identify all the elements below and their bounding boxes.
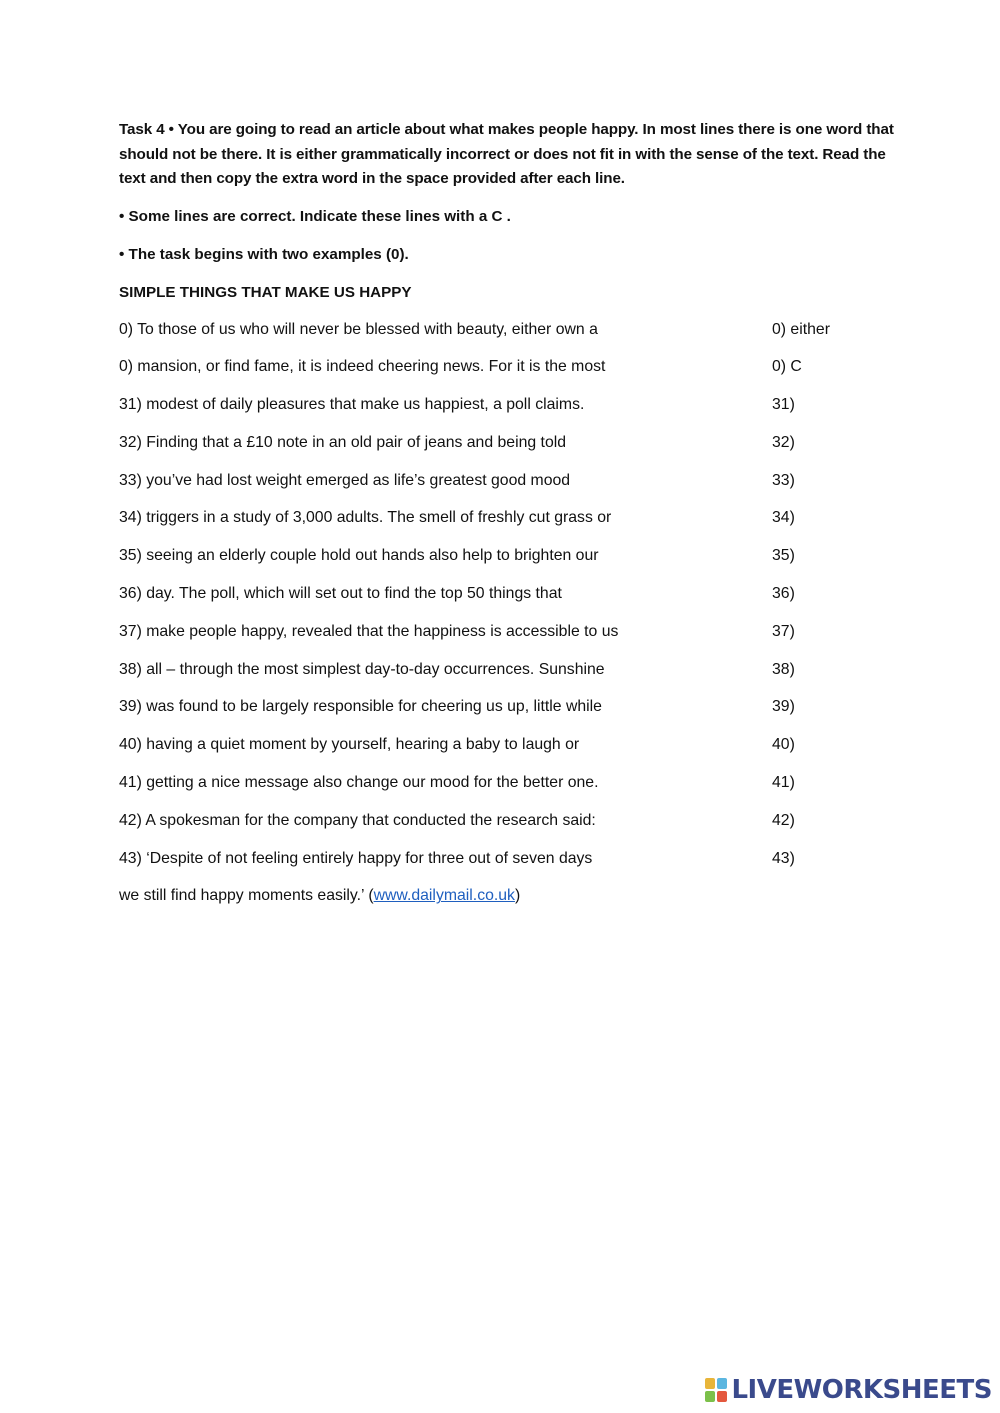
- answer-label[interactable]: 38): [772, 660, 795, 678]
- article-line: [119, 393, 909, 431]
- answer-label[interactable]: 43): [772, 849, 795, 867]
- article-line: [119, 771, 909, 809]
- line-text: 0) To those of us who will never be blessed with beauty, either own a: [119, 320, 598, 338]
- article-line: [119, 809, 909, 847]
- article-line: [119, 733, 909, 771]
- logo-text: LIVEWORKSHEETS: [731, 1375, 992, 1405]
- answer-label[interactable]: 32): [772, 433, 795, 451]
- article-line: [119, 431, 909, 469]
- answer-label: 0) either: [772, 320, 830, 338]
- answer-label[interactable]: 36): [772, 585, 795, 603]
- answer-label[interactable]: 40): [772, 736, 795, 754]
- article-line: [119, 847, 909, 885]
- article-lines: [119, 318, 909, 885]
- answer-label[interactable]: 35): [772, 547, 795, 565]
- article-line: [119, 544, 909, 582]
- article-line: [119, 695, 909, 733]
- line-text: 35) seeing an elderly couple hold out hands also help to brighten our: [119, 547, 599, 565]
- liveworksheets-logo-icon: [705, 1378, 727, 1402]
- closing-text: we still find happy moments easily.’ (: [119, 887, 374, 905]
- line-text: 42) A spokesman for the company that conducted the research said:: [119, 811, 596, 829]
- line-text: 33) you’ve had lost weight emerged as life’s greatest good mood: [119, 471, 571, 489]
- article-line: [119, 620, 909, 658]
- article-closing-line: [119, 884, 909, 908]
- worksheet-content: [119, 118, 909, 908]
- line-text: 0) mansion, or find fame, it is indeed cheering news. For it is the most: [119, 358, 606, 376]
- answer-label[interactable]: 39): [772, 698, 795, 716]
- answer-label: 0) C: [772, 358, 802, 376]
- answer-label[interactable]: 41): [772, 774, 795, 792]
- answer-label[interactable]: 42): [772, 811, 795, 829]
- source-link[interactable]: www.dailymail.co.uk: [373, 887, 515, 905]
- line-text: 40) having a quiet moment by yourself, hearing a baby to laugh or: [119, 736, 580, 754]
- article-line: [119, 469, 909, 507]
- line-text: 31) modest of daily pleasures that make us happiest, a poll claims.: [119, 396, 585, 414]
- line-text: 43) ‘Despite of not feeling entirely happy for three out of seven days: [119, 849, 593, 867]
- logo-tile: [717, 1378, 727, 1389]
- article-title: SIMPLE THINGS THAT MAKE US HAPPY: [119, 283, 412, 301]
- article-line: [119, 355, 909, 393]
- logo-tile: [717, 1391, 727, 1402]
- line-text: 32) Finding that a £10 note in an old pair of jeans and being told: [119, 433, 567, 451]
- article-line: [119, 582, 909, 620]
- instruction-bullet-correct-lines: • Some lines are correct. Indicate these lines with a C .: [119, 207, 511, 225]
- line-text: 38) all – through the most simplest day-to-day occurrences. Sunshine: [119, 660, 605, 678]
- answer-label[interactable]: 33): [772, 471, 795, 489]
- line-text: 41) getting a nice message also change our mood for the better one.: [119, 774, 599, 792]
- article-line: [119, 658, 909, 696]
- line-text: 39) was found to be largely responsible for cheering us up, little while: [119, 698, 602, 716]
- logo-tile: [705, 1391, 715, 1402]
- liveworksheets-logo: [705, 1375, 992, 1405]
- instruction-bullet-examples: • The task begins with two examples (0).: [119, 245, 409, 263]
- line-text: 36) day. The poll, which will set out to find the top 50 things that: [119, 585, 562, 603]
- task-instructions: Task 4 • You are going to read an article about what makes people happy. In most lines there is one word that should not be there. It is either grammatically incorrect or does not fit in with the sense of the text. Read the text and then copy the extra word in the space provided after each line.: [119, 121, 894, 187]
- closing-paren: ): [514, 887, 521, 905]
- line-text: 34) triggers in a study of 3,000 adults. The smell of freshly cut grass or: [119, 509, 612, 527]
- article-line: [119, 318, 909, 356]
- article-line: [119, 506, 909, 544]
- answer-label[interactable]: 37): [772, 622, 795, 640]
- line-text: 37) make people happy, revealed that the happiness is accessible to us: [119, 622, 619, 640]
- answer-label[interactable]: 34): [772, 509, 795, 527]
- answer-label[interactable]: 31): [772, 396, 795, 414]
- logo-tile: [705, 1378, 715, 1389]
